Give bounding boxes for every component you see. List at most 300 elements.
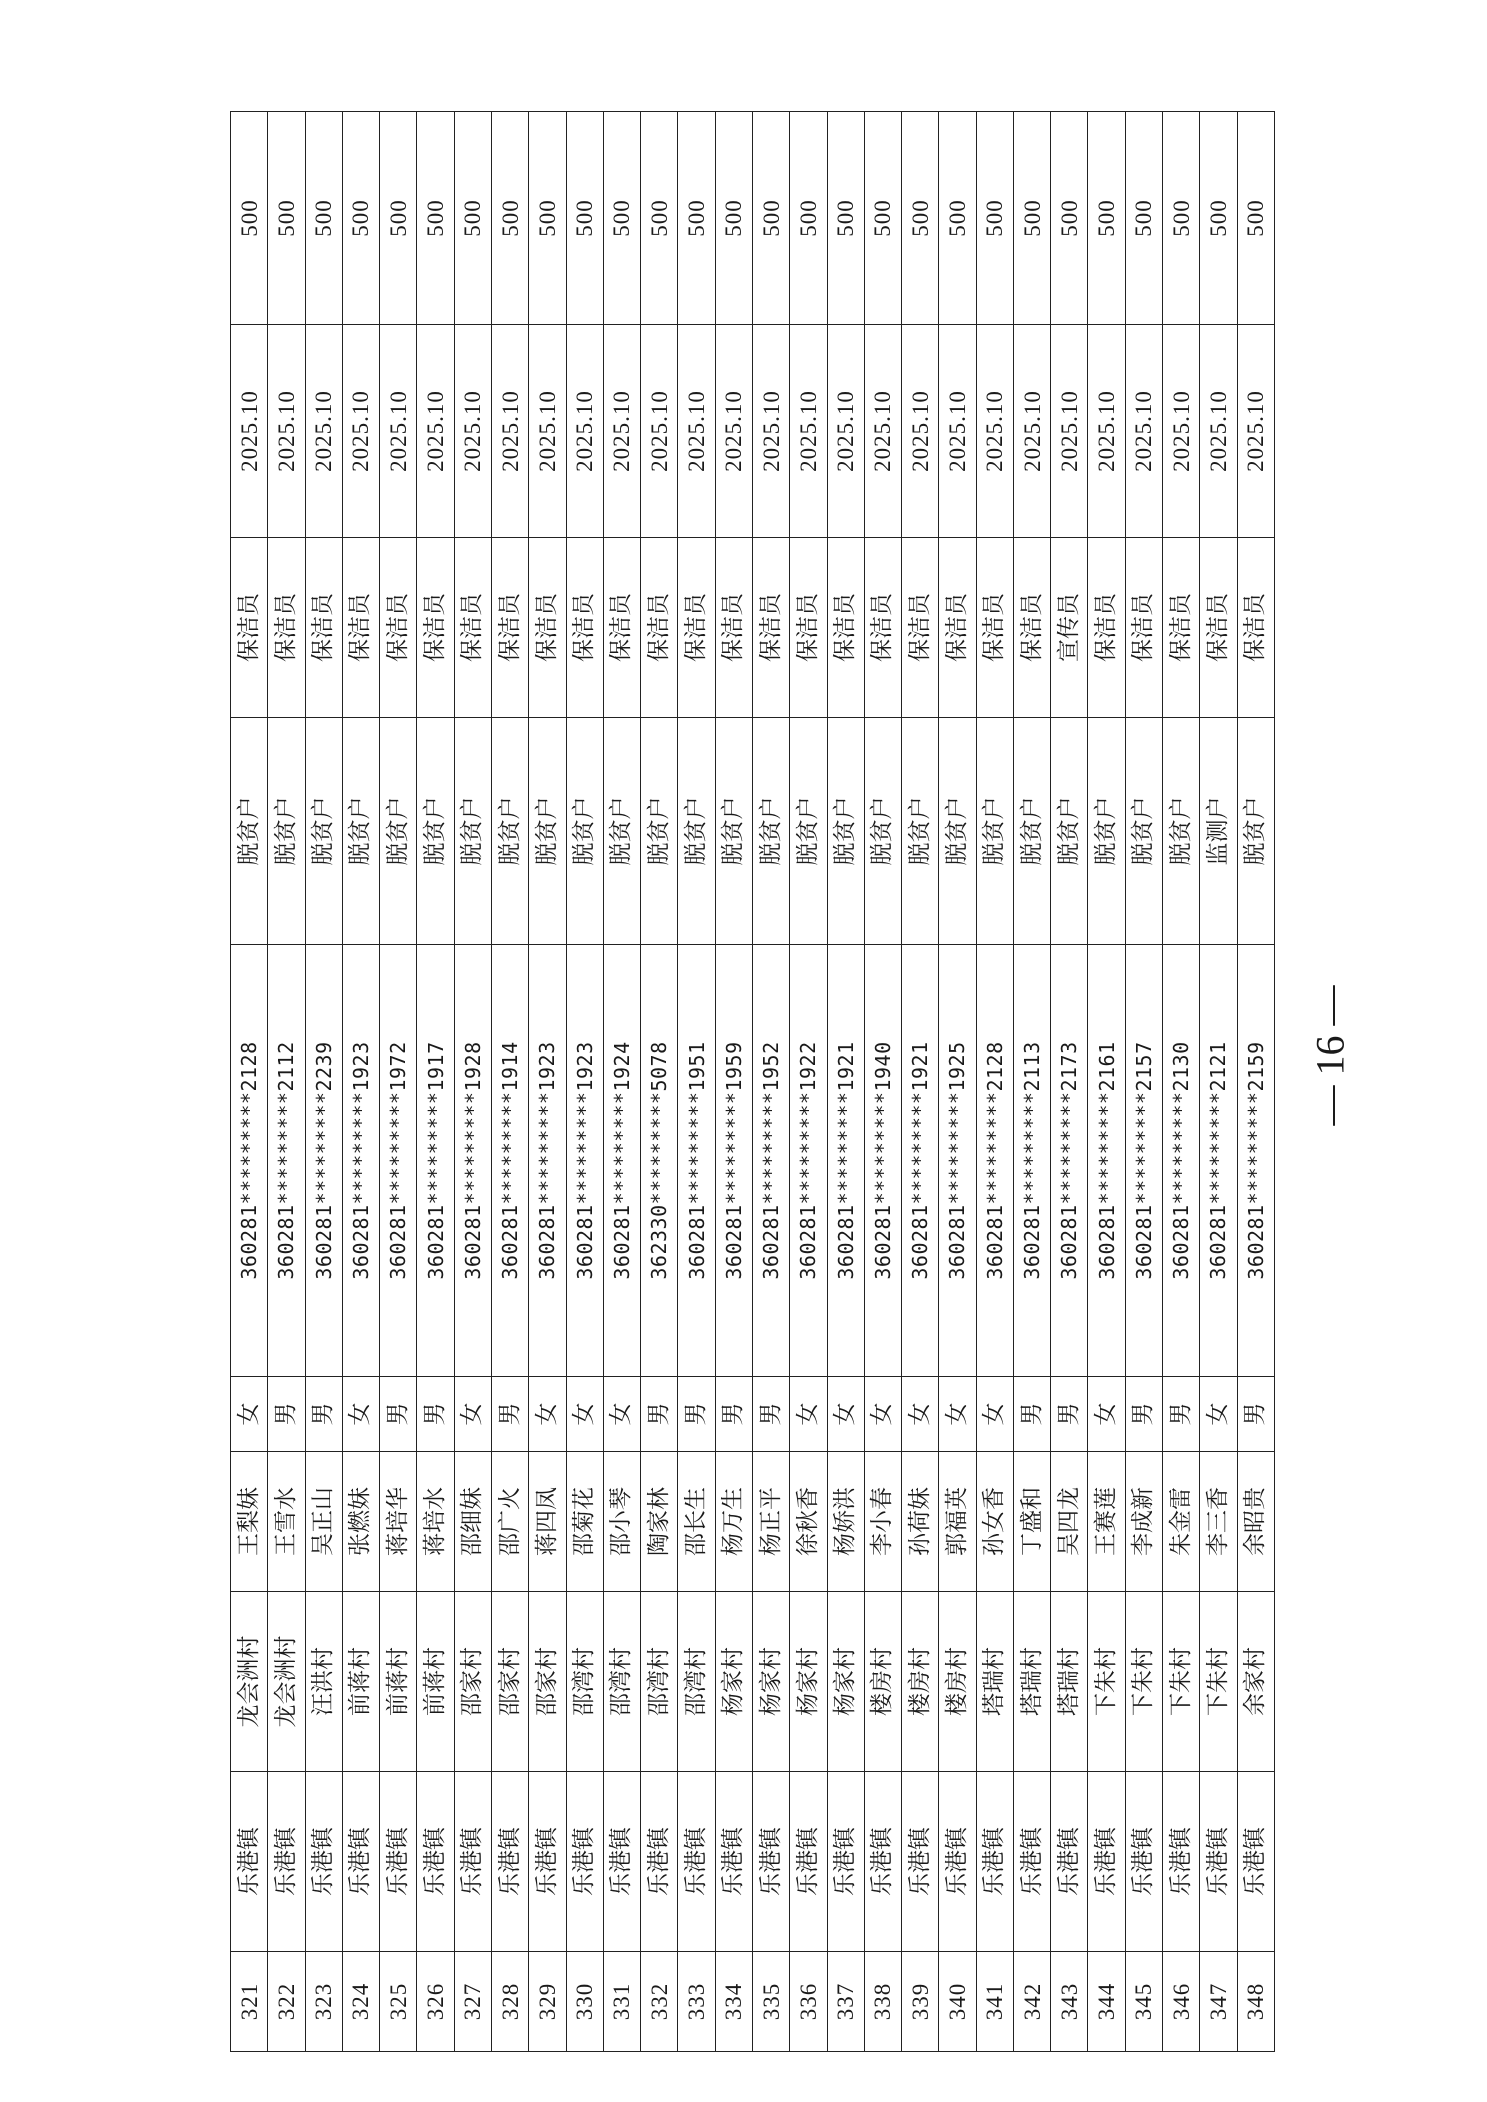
table-row: [1051, 112, 1088, 2052]
cell-position: 保洁员: [417, 538, 454, 718]
cell-village: 楼房村: [864, 1592, 901, 1772]
cell-id_number: 360281*********1923: [566, 945, 603, 1377]
cell-month: 2025.10: [976, 325, 1013, 538]
cell-village: 下朱村: [1125, 1592, 1162, 1772]
cell-gender: 男: [752, 1377, 789, 1452]
cell-gender: 女: [976, 1377, 1013, 1452]
cell-amount: 500: [902, 112, 939, 325]
cell-town: 乐港镇: [305, 1772, 342, 1952]
cell-id_number: 360281*********2130: [1163, 945, 1200, 1377]
cell-category: 脱贫户: [976, 718, 1013, 945]
cell-num: 345: [1125, 1952, 1162, 2052]
cell-village: 邵湾村: [603, 1592, 640, 1772]
table-row: [231, 112, 268, 2052]
cell-num: 330: [566, 1952, 603, 2052]
cell-town: 乐港镇: [752, 1772, 789, 1952]
cell-position: 保洁员: [342, 538, 379, 718]
cell-town: 乐港镇: [231, 1772, 268, 1952]
cell-village: 前蒋村: [417, 1592, 454, 1772]
cell-name: 吴正山: [305, 1452, 342, 1592]
cell-num: 342: [1013, 1952, 1050, 2052]
cell-month: 2025.10: [1051, 325, 1088, 538]
table-row: [976, 112, 1013, 2052]
cell-town: 乐港镇: [491, 1772, 528, 1952]
cell-gender: 女: [231, 1377, 268, 1452]
cell-num: 341: [976, 1952, 1013, 2052]
cell-name: 杨正平: [752, 1452, 789, 1592]
cell-num: 339: [902, 1952, 939, 2052]
cell-id_number: 360281*********1914: [491, 945, 528, 1377]
cell-village: 邵家村: [491, 1592, 528, 1772]
cell-id_number: 360281*********1923: [529, 945, 566, 1377]
cell-town: 乐港镇: [790, 1772, 827, 1952]
cell-name: 蒋四凤: [529, 1452, 566, 1592]
cell-amount: 500: [1013, 112, 1050, 325]
cell-category: 脱贫户: [1051, 718, 1088, 945]
cell-village: 楼房村: [939, 1592, 976, 1772]
cell-id_number: 360281*********1940: [864, 945, 901, 1377]
cell-village: 楼房村: [902, 1592, 939, 1772]
cell-category: 脱贫户: [454, 718, 491, 945]
cell-village: 龙会洲村: [231, 1592, 268, 1772]
cell-amount: 500: [715, 112, 752, 325]
cell-gender: 男: [715, 1377, 752, 1452]
cell-month: 2025.10: [491, 325, 528, 538]
cell-num: 324: [342, 1952, 379, 2052]
cell-town: 乐港镇: [566, 1772, 603, 1952]
cell-village: 杨家村: [752, 1592, 789, 1772]
subsidy-roster-table: [230, 111, 1275, 2052]
cell-category: 脱贫户: [641, 718, 678, 945]
cell-gender: 女: [1200, 1377, 1237, 1452]
cell-town: 乐港镇: [1200, 1772, 1237, 1952]
cell-gender: 男: [641, 1377, 678, 1452]
table-row: [454, 112, 491, 2052]
page-number-text: — 16 —: [1307, 985, 1353, 1125]
cell-position: 保洁员: [454, 538, 491, 718]
cell-gender: 女: [529, 1377, 566, 1452]
cell-gender: 男: [268, 1377, 305, 1452]
cell-id_number: 360281*********1924: [603, 945, 640, 1377]
cell-name: 蒋培水: [417, 1452, 454, 1592]
cell-category: 脱贫户: [790, 718, 827, 945]
cell-position: 保洁员: [491, 538, 528, 718]
cell-id_number: 360281*********2128: [231, 945, 268, 1377]
cell-amount: 500: [603, 112, 640, 325]
cell-month: 2025.10: [1088, 325, 1125, 538]
cell-id_number: 360281*********2112: [268, 945, 305, 1377]
cell-amount: 500: [790, 112, 827, 325]
cell-position: 保洁员: [305, 538, 342, 718]
cell-position: 保洁员: [1163, 538, 1200, 718]
cell-id_number: 360281*********2161: [1088, 945, 1125, 1377]
cell-month: 2025.10: [790, 325, 827, 538]
cell-name: 邵广火: [491, 1452, 528, 1592]
cell-amount: 500: [566, 112, 603, 325]
cell-month: 2025.10: [715, 325, 752, 538]
cell-num: 328: [491, 1952, 528, 2052]
cell-position: 保洁员: [603, 538, 640, 718]
cell-gender: 男: [1013, 1377, 1050, 1452]
cell-id_number: 360281*********2159: [1237, 945, 1274, 1377]
cell-num: 321: [231, 1952, 268, 2052]
cell-gender: 男: [1163, 1377, 1200, 1452]
cell-category: 脱贫户: [864, 718, 901, 945]
cell-town: 乐港镇: [342, 1772, 379, 1952]
cell-position: 保洁员: [902, 538, 939, 718]
cell-category: 脱贫户: [1088, 718, 1125, 945]
cell-amount: 500: [641, 112, 678, 325]
cell-position: 保洁员: [939, 538, 976, 718]
cell-gender: 女: [827, 1377, 864, 1452]
cell-month: 2025.10: [603, 325, 640, 538]
cell-name: 杨娇洪: [827, 1452, 864, 1592]
cell-town: 乐港镇: [1237, 1772, 1274, 1952]
cell-category: 脱贫户: [491, 718, 528, 945]
cell-position: 保洁员: [864, 538, 901, 718]
page-number: [1300, 960, 1360, 1150]
cell-gender: 男: [491, 1377, 528, 1452]
cell-town: 乐港镇: [1013, 1772, 1050, 1952]
table-row: [603, 112, 640, 2052]
cell-amount: 500: [1163, 112, 1200, 325]
cell-month: 2025.10: [939, 325, 976, 538]
cell-amount: 500: [939, 112, 976, 325]
cell-month: 2025.10: [231, 325, 268, 538]
cell-position: 保洁员: [1200, 538, 1237, 718]
cell-village: 杨家村: [827, 1592, 864, 1772]
cell-month: 2025.10: [305, 325, 342, 538]
cell-amount: 500: [380, 112, 417, 325]
cell-town: 乐港镇: [641, 1772, 678, 1952]
cell-id_number: 360281*********2173: [1051, 945, 1088, 1377]
cell-gender: 男: [417, 1377, 454, 1452]
cell-village: 邵湾村: [566, 1592, 603, 1772]
cell-amount: 500: [1051, 112, 1088, 325]
cell-town: 乐港镇: [268, 1772, 305, 1952]
cell-month: 2025.10: [417, 325, 454, 538]
table-row: [342, 112, 379, 2052]
cell-amount: 500: [1088, 112, 1125, 325]
cell-town: 乐港镇: [1051, 1772, 1088, 1952]
cell-position: 保洁员: [827, 538, 864, 718]
cell-amount: 500: [976, 112, 1013, 325]
cell-name: 余昭贵: [1237, 1452, 1274, 1592]
cell-month: 2025.10: [380, 325, 417, 538]
cell-category: 脱贫户: [231, 718, 268, 945]
cell-num: 331: [603, 1952, 640, 2052]
table-row: [939, 112, 976, 2052]
cell-id_number: 360281*********1928: [454, 945, 491, 1377]
table-row: [790, 112, 827, 2052]
cell-name: 李小春: [864, 1452, 901, 1592]
cell-month: 2025.10: [864, 325, 901, 538]
cell-month: 2025.10: [268, 325, 305, 538]
cell-village: 下朱村: [1200, 1592, 1237, 1772]
cell-town: 乐港镇: [1088, 1772, 1125, 1952]
cell-name: 郭福英: [939, 1452, 976, 1592]
cell-village: 下朱村: [1163, 1592, 1200, 1772]
cell-name: 蒋培华: [380, 1452, 417, 1592]
cell-town: 乐港镇: [678, 1772, 715, 1952]
cell-town: 乐港镇: [939, 1772, 976, 1952]
cell-town: 乐港镇: [603, 1772, 640, 1952]
cell-amount: 500: [231, 112, 268, 325]
cell-gender: 男: [305, 1377, 342, 1452]
cell-town: 乐港镇: [976, 1772, 1013, 1952]
cell-month: 2025.10: [1013, 325, 1050, 538]
cell-village: 汪洪村: [305, 1592, 342, 1772]
cell-num: 347: [1200, 1952, 1237, 2052]
cell-position: 宣传员: [1051, 538, 1088, 718]
cell-id_number: 360281*********1972: [380, 945, 417, 1377]
table-row: [864, 112, 901, 2052]
cell-name: 李成新: [1125, 1452, 1162, 1592]
cell-id_number: 360281*********1923: [342, 945, 379, 1377]
cell-town: 乐港镇: [827, 1772, 864, 1952]
cell-id_number: 360281*********1922: [790, 945, 827, 1377]
table-row: [1013, 112, 1050, 2052]
cell-category: 脱贫户: [268, 718, 305, 945]
cell-num: 326: [417, 1952, 454, 2052]
cell-num: 333: [678, 1952, 715, 2052]
cell-category: 脱贫户: [902, 718, 939, 945]
cell-category: 脱贫户: [752, 718, 789, 945]
cell-village: 前蒋村: [342, 1592, 379, 1772]
cell-id_number: 360281*********1959: [715, 945, 752, 1377]
cell-amount: 500: [268, 112, 305, 325]
cell-name: 孙荷妹: [902, 1452, 939, 1592]
cell-name: 吴四龙: [1051, 1452, 1088, 1592]
cell-id_number: 360281*********2113: [1013, 945, 1050, 1377]
cell-position: 保洁员: [1088, 538, 1125, 718]
cell-num: 336: [790, 1952, 827, 2052]
table-row: [1125, 112, 1162, 2052]
cell-num: 332: [641, 1952, 678, 2052]
cell-name: 徐秋香: [790, 1452, 827, 1592]
cell-village: 塔瑞村: [976, 1592, 1013, 1772]
cell-village: 邵家村: [454, 1592, 491, 1772]
cell-category: 脱贫户: [380, 718, 417, 945]
cell-category: 脱贫户: [1237, 718, 1274, 945]
cell-position: 保洁员: [976, 538, 1013, 718]
table-row: [268, 112, 305, 2052]
cell-num: 343: [1051, 1952, 1088, 2052]
cell-name: 丁盛和: [1013, 1452, 1050, 1592]
cell-month: 2025.10: [454, 325, 491, 538]
cell-category: 脱贫户: [342, 718, 379, 945]
cell-position: 保洁员: [1013, 538, 1050, 718]
cell-id_number: 360281*********1921: [827, 945, 864, 1377]
cell-name: 孙女香: [976, 1452, 1013, 1592]
cell-village: 下朱村: [1088, 1592, 1125, 1772]
cell-category: 脱贫户: [1013, 718, 1050, 945]
cell-num: 322: [268, 1952, 305, 2052]
table-row: [641, 112, 678, 2052]
cell-gender: 女: [566, 1377, 603, 1452]
cell-town: 乐港镇: [454, 1772, 491, 1952]
table-row: [1163, 112, 1200, 2052]
cell-village: 邵家村: [529, 1592, 566, 1772]
cell-position: 保洁员: [380, 538, 417, 718]
cell-category: 脱贫户: [529, 718, 566, 945]
cell-month: 2025.10: [678, 325, 715, 538]
cell-month: 2025.10: [1200, 325, 1237, 538]
cell-position: 保洁员: [529, 538, 566, 718]
cell-id_number: 360281*********1952: [752, 945, 789, 1377]
cell-num: 323: [305, 1952, 342, 2052]
cell-category: 脱贫户: [305, 718, 342, 945]
cell-position: 保洁员: [641, 538, 678, 718]
cell-category: 脱贫户: [939, 718, 976, 945]
cell-num: 338: [864, 1952, 901, 2052]
cell-id_number: 360281*********1917: [417, 945, 454, 1377]
cell-gender: 男: [1051, 1377, 1088, 1452]
cell-amount: 500: [305, 112, 342, 325]
cell-amount: 500: [827, 112, 864, 325]
cell-num: 329: [529, 1952, 566, 2052]
cell-num: 334: [715, 1952, 752, 2052]
cell-id_number: 360281*********2239: [305, 945, 342, 1377]
cell-gender: 女: [939, 1377, 976, 1452]
cell-id_number: 360281*********1925: [939, 945, 976, 1377]
table-row: [529, 112, 566, 2052]
cell-gender: 男: [1237, 1377, 1274, 1452]
table-row: [902, 112, 939, 2052]
cell-month: 2025.10: [529, 325, 566, 538]
cell-town: 乐港镇: [417, 1772, 454, 1952]
cell-name: 邵细妹: [454, 1452, 491, 1592]
cell-gender: 女: [603, 1377, 640, 1452]
cell-id_number: 360281*********2128: [976, 945, 1013, 1377]
cell-category: 脱贫户: [603, 718, 640, 945]
cell-amount: 500: [678, 112, 715, 325]
cell-gender: 男: [678, 1377, 715, 1452]
cell-category: 脱贫户: [417, 718, 454, 945]
cell-name: 李三香: [1200, 1452, 1237, 1592]
cell-month: 2025.10: [1237, 325, 1274, 538]
cell-amount: 500: [1237, 112, 1274, 325]
cell-position: 保洁员: [790, 538, 827, 718]
cell-num: 327: [454, 1952, 491, 2052]
cell-num: 325: [380, 1952, 417, 2052]
cell-month: 2025.10: [641, 325, 678, 538]
cell-position: 保洁员: [268, 538, 305, 718]
cell-gender: 男: [380, 1377, 417, 1452]
cell-name: 邵菊花: [566, 1452, 603, 1592]
cell-name: 邵小琴: [603, 1452, 640, 1592]
cell-name: 陶家林: [641, 1452, 678, 1592]
cell-gender: 女: [342, 1377, 379, 1452]
cell-num: 348: [1237, 1952, 1274, 2052]
cell-town: 乐港镇: [529, 1772, 566, 1952]
cell-name: 王赛莲: [1088, 1452, 1125, 1592]
cell-month: 2025.10: [566, 325, 603, 538]
table-row: [715, 112, 752, 2052]
cell-id_number: 360281*********2157: [1125, 945, 1162, 1377]
cell-id_number: 360281*********1921: [902, 945, 939, 1377]
cell-village: 杨家村: [715, 1592, 752, 1772]
cell-name: 王雪水: [268, 1452, 305, 1592]
cell-position: 保洁员: [231, 538, 268, 718]
cell-month: 2025.10: [342, 325, 379, 538]
cell-category: 脱贫户: [827, 718, 864, 945]
cell-category: 脱贫户: [1163, 718, 1200, 945]
cell-month: 2025.10: [902, 325, 939, 538]
cell-town: 乐港镇: [380, 1772, 417, 1952]
cell-village: 龙会洲村: [268, 1592, 305, 1772]
cell-name: 朱金雷: [1163, 1452, 1200, 1592]
cell-num: 337: [827, 1952, 864, 2052]
cell-name: 王梨妹: [231, 1452, 268, 1592]
cell-id_number: 360281*********1951: [678, 945, 715, 1377]
cell-village: 塔瑞村: [1013, 1592, 1050, 1772]
rotated-table-container: [230, 112, 1275, 2052]
cell-town: 乐港镇: [864, 1772, 901, 1952]
table-row: [1088, 112, 1125, 2052]
table-row: [305, 112, 342, 2052]
cell-category: 脱贫户: [1125, 718, 1162, 945]
cell-position: 保洁员: [752, 538, 789, 718]
cell-town: 乐港镇: [715, 1772, 752, 1952]
cell-category: 脱贫户: [678, 718, 715, 945]
cell-village: 余家村: [1237, 1592, 1274, 1772]
cell-position: 保洁员: [1125, 538, 1162, 718]
table-row: [752, 112, 789, 2052]
table-row: [678, 112, 715, 2052]
cell-amount: 500: [864, 112, 901, 325]
cell-amount: 500: [342, 112, 379, 325]
cell-category: 监测户: [1200, 718, 1237, 945]
cell-gender: 女: [864, 1377, 901, 1452]
cell-name: 张燃妹: [342, 1452, 379, 1592]
cell-name: 杨万生: [715, 1452, 752, 1592]
cell-num: 346: [1163, 1952, 1200, 2052]
cell-num: 335: [752, 1952, 789, 2052]
cell-gender: 女: [902, 1377, 939, 1452]
cell-position: 保洁员: [715, 538, 752, 718]
cell-id_number: 360281*********2121: [1200, 945, 1237, 1377]
cell-num: 340: [939, 1952, 976, 2052]
cell-month: 2025.10: [1125, 325, 1162, 538]
cell-amount: 500: [529, 112, 566, 325]
table-row: [566, 112, 603, 2052]
cell-month: 2025.10: [827, 325, 864, 538]
cell-amount: 500: [417, 112, 454, 325]
cell-gender: 女: [790, 1377, 827, 1452]
table-row: [380, 112, 417, 2052]
cell-village: 前蒋村: [380, 1592, 417, 1772]
table-row: [491, 112, 528, 2052]
cell-num: 344: [1088, 1952, 1125, 2052]
cell-amount: 500: [491, 112, 528, 325]
cell-month: 2025.10: [1163, 325, 1200, 538]
cell-village: 塔瑞村: [1051, 1592, 1088, 1772]
cell-category: 脱贫户: [715, 718, 752, 945]
cell-position: 保洁员: [1237, 538, 1274, 718]
cell-amount: 500: [454, 112, 491, 325]
cell-position: 保洁员: [566, 538, 603, 718]
cell-category: 脱贫户: [566, 718, 603, 945]
cell-gender: 女: [454, 1377, 491, 1452]
cell-amount: 500: [752, 112, 789, 325]
cell-gender: 男: [1125, 1377, 1162, 1452]
cell-town: 乐港镇: [1125, 1772, 1162, 1952]
cell-name: 邵长生: [678, 1452, 715, 1592]
cell-town: 乐港镇: [902, 1772, 939, 1952]
cell-amount: 500: [1200, 112, 1237, 325]
cell-id_number: 362330*********5078: [641, 945, 678, 1377]
